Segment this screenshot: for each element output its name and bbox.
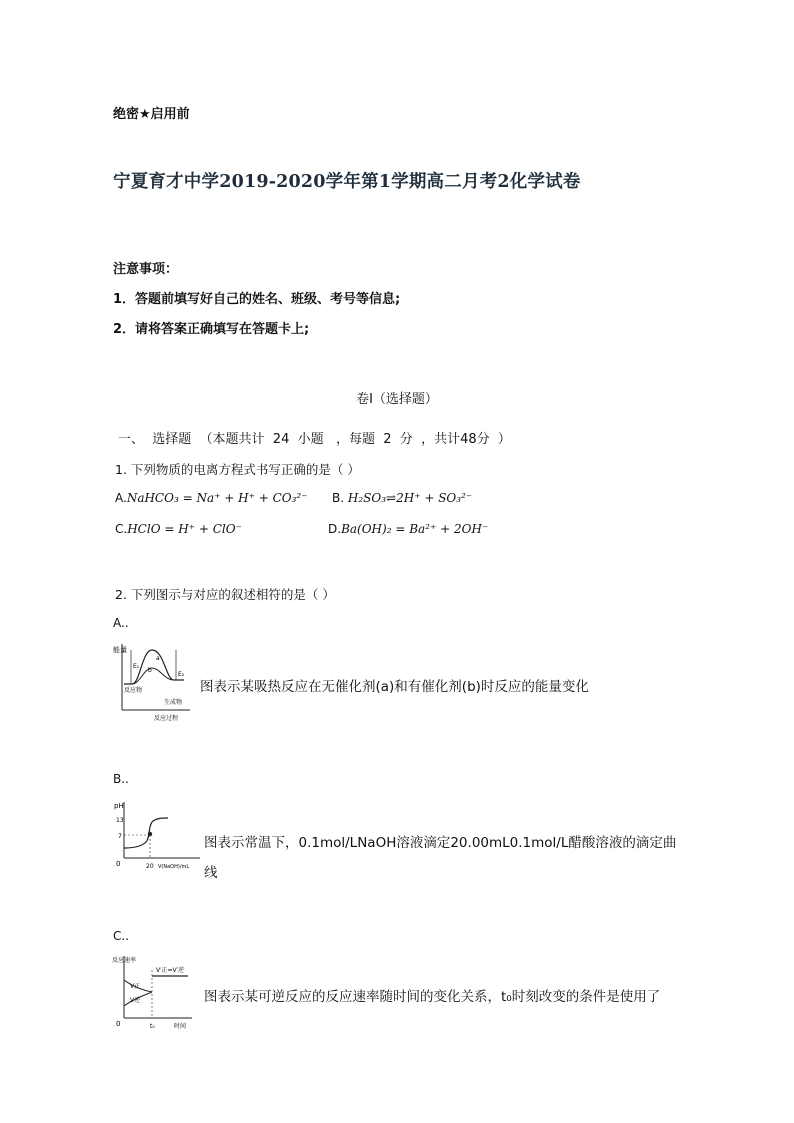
option-expr: NaHCO₃ = Na⁺ + H⁺ + CO₃²⁻ <box>126 491 308 505</box>
q2-option-a-caption: 图表示某吸热反应在无催化剂(a)和有催化剂(b)时反应的能量变化 <box>200 679 589 695</box>
option-label: A. <box>115 491 127 505</box>
x-axis-label: 时间 <box>174 1023 187 1030</box>
t0-label: t₀ <box>150 1023 155 1030</box>
origin: 0 <box>116 860 121 868</box>
part-heading: 一、 选择题 （本题共计 24 小题 ，每题 2 分 ，共计48分 ） <box>118 432 511 447</box>
exam-title: 宁夏育才中学2019-2020学年第1学期高二月考2化学试卷 <box>113 172 581 192</box>
confidential-label: 绝密★启用前 <box>113 107 190 122</box>
q2-option-b-label: B.. <box>113 772 129 786</box>
tick-7: 7 <box>118 833 122 840</box>
q2-option-b-caption-line1: 图表示常温下，0.1mol/LNaOH溶液滴定20.00mL0.1mol/L醋酸溶液的滴定曲 <box>204 835 677 851</box>
question-2-stem: 2. 下列图示与对应的叙述相符的是（ ） <box>115 587 335 602</box>
reverse-rate-label: V逆 <box>130 997 141 1004</box>
y-axis-label: pH <box>114 802 124 810</box>
note-item-1: 1．答题前填写好自己的姓名、班级、考号等信息; <box>113 292 401 307</box>
e1-label: E₁ <box>133 663 140 670</box>
y-axis-label: 能量 <box>113 646 127 654</box>
titration-curve-figure <box>112 798 202 874</box>
option-label: B. <box>332 491 348 505</box>
equal-rate-label: V′正=V′逆 <box>156 967 184 974</box>
option-label: D. <box>328 522 342 536</box>
question-1-stem: 1. 下列物质的电离方程式书写正确的是（ ） <box>115 462 360 477</box>
curve-b-label: b <box>148 667 152 674</box>
q2-option-b-caption-line2: 线 <box>204 865 218 881</box>
origin: 0 <box>116 1020 121 1028</box>
tick-13: 13 <box>116 817 124 824</box>
q1-option-b <box>332 491 472 505</box>
q1-option-d <box>328 522 488 536</box>
q2-option-c-caption: 图表示某可逆反应的反应速率随时间的变化关系，t₀时刻改变的条件是使用了 <box>204 989 661 1005</box>
curve-a-label: a <box>156 655 160 662</box>
q1-option-c <box>115 522 242 536</box>
option-expr: HClO = H⁺ + ClO⁻ <box>127 522 242 536</box>
q2-option-c-label: C.. <box>113 929 130 943</box>
note-item-2: 2．请将答案正确填写在答题卡上; <box>113 322 310 337</box>
notes-heading: 注意事项： <box>113 262 179 277</box>
energy-diagram-figure <box>112 640 192 722</box>
tick-20: 20 <box>146 863 154 870</box>
reactant-label: 反应物 <box>124 687 143 694</box>
option-expr: Ba(OH)₂ = Ba²⁺ + 2OH⁻ <box>341 522 489 536</box>
q2-option-a-label: A.. <box>113 616 129 630</box>
titration-curve <box>124 818 168 848</box>
x-axis-label: 反应过程 <box>154 715 179 722</box>
forward-rate-label: V正 <box>130 983 141 990</box>
rate-time-figure <box>112 952 194 1032</box>
equivalence-point <box>148 832 152 836</box>
product-label: 生成物 <box>164 699 183 706</box>
option-label: C. <box>115 522 128 536</box>
option-expr: H₂SO₃⇌2H⁺ + SO₃²⁻ <box>347 491 473 505</box>
section-title: 卷I（选择题） <box>356 392 438 407</box>
q1-option-a <box>115 491 308 505</box>
e2-label: E₂ <box>178 671 185 678</box>
y-axis-label: 反应速率 <box>112 957 137 964</box>
x-axis-label: V(NaOH)/mL <box>158 864 190 870</box>
